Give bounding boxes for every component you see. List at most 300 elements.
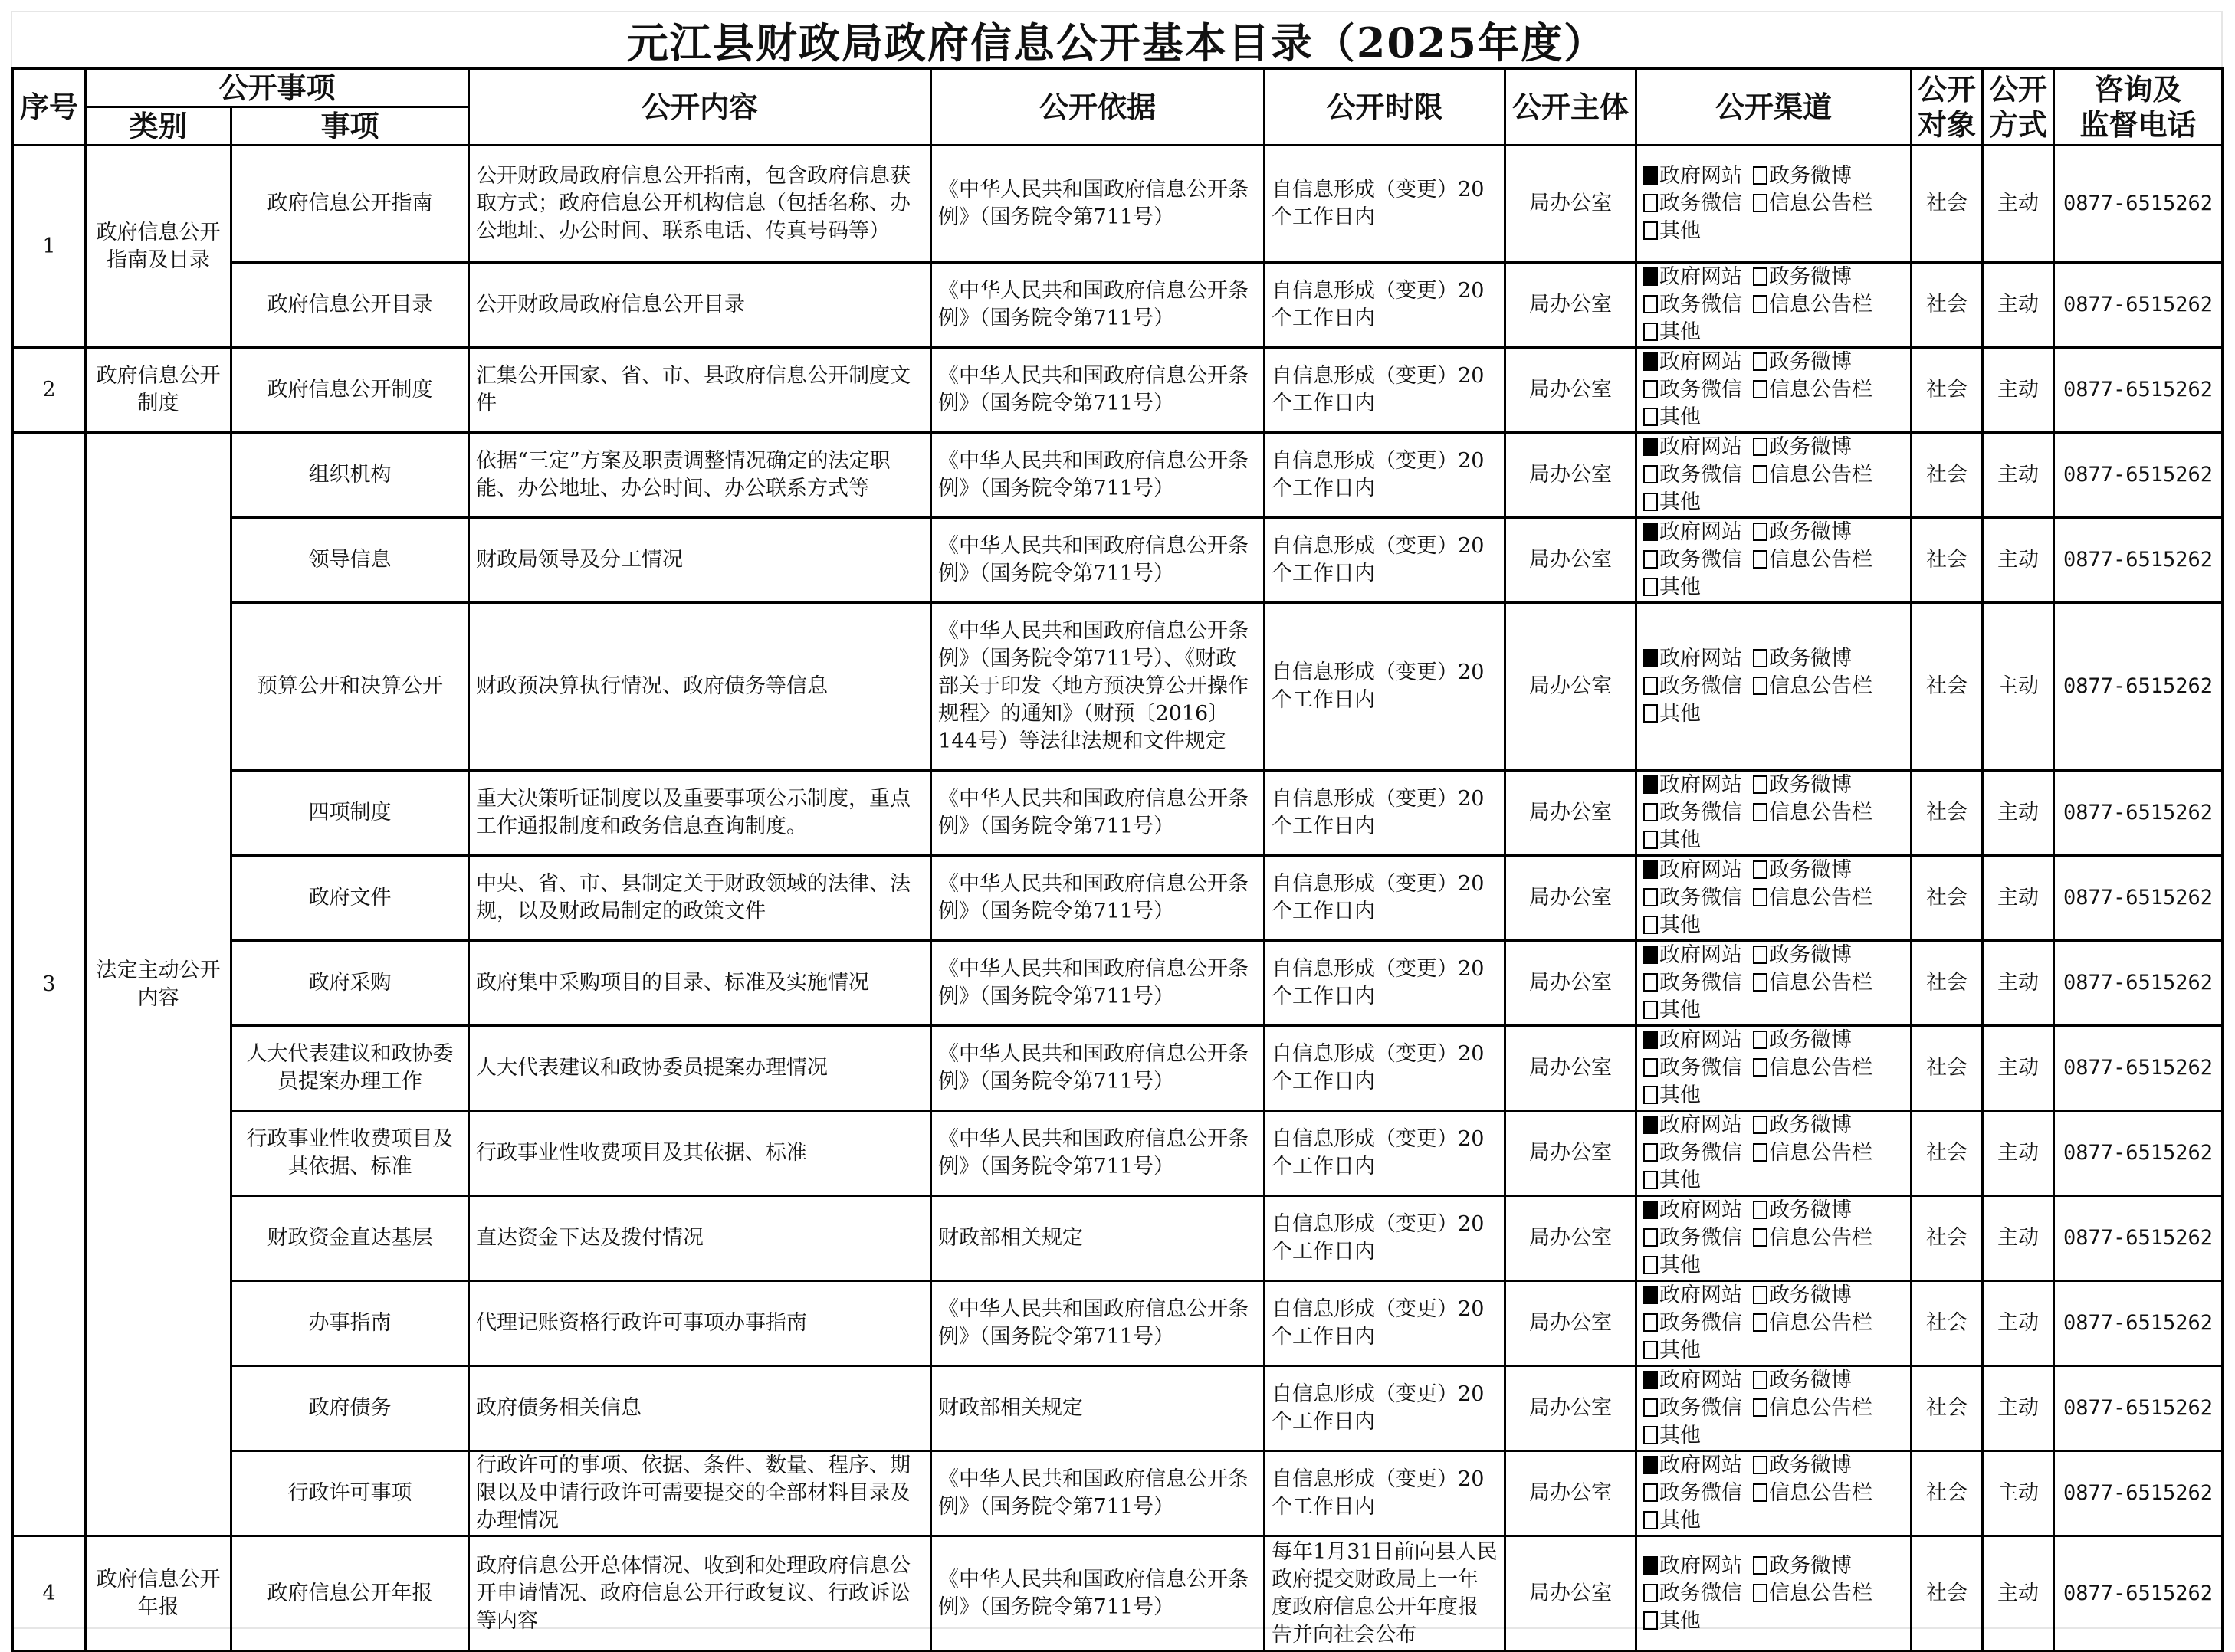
channel-option-other[interactable] — [1643, 575, 1701, 599]
channel-label-weibo: 政务微博 — [1769, 1368, 1853, 1392]
channel-label-wechat: 政务微信 — [1659, 674, 1743, 698]
channel-option-wechat[interactable] — [1643, 1311, 1742, 1335]
checked-box-icon[interactable] — [1643, 523, 1658, 541]
channel-option-weibo[interactable] — [1753, 647, 1852, 670]
channel-option-weibo[interactable] — [1753, 164, 1852, 188]
channel-option-weibo[interactable] — [1753, 1113, 1852, 1137]
unchecked-box-icon[interactable] — [1753, 1584, 1767, 1602]
channel-option-weibo[interactable] — [1753, 1454, 1852, 1477]
channel-option-bulletin[interactable] — [1753, 1582, 1872, 1605]
unchecked-box-icon[interactable] — [1753, 1228, 1767, 1247]
channel-option-other[interactable] — [1643, 405, 1701, 429]
table-row — [13, 146, 2223, 263]
cell-item: 政府信息公开目录 — [231, 263, 469, 348]
unchecked-box-icon[interactable] — [1753, 1456, 1767, 1474]
channel-option-bulletin[interactable] — [1753, 378, 1872, 402]
cell-basis: 《中华人民共和国政府信息公开条例》（国务院令第711号） — [931, 1111, 1265, 1196]
channel-line — [1643, 434, 1904, 461]
channel-label-weibo: 政务微博 — [1769, 1283, 1853, 1307]
cell-content: 直达资金下达及拨付情况 — [469, 1196, 931, 1281]
channel-label-wechat: 政务微信 — [1659, 1581, 1743, 1605]
unchecked-box-icon[interactable] — [1643, 831, 1658, 849]
checked-box-icon[interactable] — [1643, 166, 1658, 185]
channel-option-other[interactable] — [1643, 913, 1701, 937]
checked-box-icon[interactable] — [1643, 267, 1658, 286]
unchecked-box-icon[interactable] — [1643, 1058, 1658, 1077]
channel-option-bulletin[interactable] — [1753, 971, 1872, 995]
unchecked-box-icon[interactable] — [1753, 380, 1767, 398]
channel-line — [1643, 969, 1904, 997]
channel-line — [1643, 1054, 1904, 1082]
channel-option-weibo[interactable] — [1753, 858, 1852, 882]
unchecked-box-icon[interactable] — [1643, 1341, 1658, 1359]
channel-option-other[interactable] — [1643, 1254, 1701, 1277]
channel-label-weibo: 政务微博 — [1769, 773, 1853, 797]
channel-line — [1643, 1422, 1904, 1450]
unchecked-box-icon[interactable] — [1753, 352, 1767, 371]
unchecked-box-icon[interactable] — [1753, 677, 1767, 695]
channel-option-wechat[interactable] — [1643, 1582, 1742, 1605]
unchecked-box-icon[interactable] — [1753, 1313, 1767, 1332]
channel-option-wechat[interactable] — [1643, 1056, 1742, 1080]
unchecked-box-icon[interactable] — [1753, 973, 1767, 992]
channel-option-wechat[interactable] — [1643, 1481, 1742, 1505]
channel-line — [1643, 519, 1904, 546]
cell-mode: 主动 — [1983, 771, 2054, 856]
cell-channels — [1636, 1111, 1912, 1196]
channel-option-other[interactable] — [1643, 1339, 1701, 1362]
cell-audience: 社会 — [1912, 518, 1983, 603]
channel-option-wechat[interactable] — [1643, 1141, 1742, 1165]
channel-label-website: 政府网站 — [1659, 1368, 1743, 1392]
cell-mode: 主动 — [1983, 1026, 2054, 1111]
unchecked-box-icon[interactable] — [1753, 465, 1767, 483]
channel-label-weibo: 政务微博 — [1769, 1113, 1853, 1137]
channel-line — [1643, 1309, 1904, 1337]
cell-item: 人大代表建议和政协委员提案办理工作 — [231, 1026, 469, 1111]
cell-mode: 主动 — [1983, 1366, 2054, 1451]
unchecked-box-icon[interactable] — [1753, 775, 1767, 794]
unchecked-box-icon[interactable] — [1753, 1143, 1767, 1162]
channel-option-bulletin[interactable] — [1753, 1056, 1872, 1080]
channel-option-bulletin[interactable] — [1753, 1141, 1872, 1165]
channel-label-bulletin: 信息公告栏 — [1769, 463, 1873, 487]
channel-label-other: 其他 — [1659, 998, 1702, 1022]
channel-option-website[interactable] — [1643, 943, 1742, 967]
channel-option-other[interactable] — [1643, 1509, 1701, 1532]
unchecked-box-icon[interactable] — [1643, 465, 1658, 483]
channel-line — [1643, 1452, 1904, 1480]
channel-option-wechat[interactable] — [1643, 801, 1742, 824]
channel-label-other: 其他 — [1659, 913, 1702, 937]
channel-option-weibo[interactable] — [1753, 265, 1852, 289]
cell-audience: 社会 — [1912, 1026, 1983, 1111]
channel-option-wechat[interactable] — [1643, 886, 1742, 910]
channel-option-other[interactable] — [1643, 998, 1701, 1022]
cell-content: 人大代表建议和政协委员提案办理情况 — [469, 1026, 931, 1111]
channel-label-bulletin: 信息公告栏 — [1769, 1056, 1873, 1080]
cell-item: 政府信息公开年报 — [231, 1536, 469, 1651]
channel-label-website: 政府网站 — [1659, 943, 1743, 967]
channel-label-website: 政府网站 — [1659, 647, 1743, 670]
cell-phone: 0877-6515262 — [2054, 771, 2223, 856]
cell-audience: 社会 — [1912, 941, 1983, 1026]
channel-label-wechat: 政务微信 — [1659, 1481, 1743, 1505]
header-phone — [2054, 69, 2223, 146]
channel-option-website[interactable] — [1643, 435, 1742, 459]
channel-option-bulletin[interactable] — [1753, 1481, 1872, 1505]
channel-label-other: 其他 — [1659, 1424, 1702, 1447]
unchecked-box-icon[interactable] — [1643, 916, 1658, 934]
unchecked-box-icon[interactable] — [1643, 1398, 1658, 1417]
channel-label-weibo: 政务微博 — [1769, 1028, 1853, 1052]
unchecked-box-icon[interactable] — [1643, 1313, 1658, 1332]
channel-label-other: 其他 — [1659, 320, 1702, 344]
channel-option-website[interactable] — [1643, 1368, 1742, 1392]
unchecked-box-icon[interactable] — [1643, 323, 1658, 341]
cell-time-limit: 自信息形成（变更）20个工作日内 — [1265, 433, 1505, 518]
channel-label-bulletin: 信息公告栏 — [1769, 1481, 1873, 1505]
unchecked-box-icon[interactable] — [1643, 704, 1658, 723]
channel-option-wechat[interactable] — [1643, 1396, 1742, 1420]
channel-option-wechat[interactable] — [1643, 293, 1742, 316]
channel-label-bulletin: 信息公告栏 — [1769, 293, 1873, 316]
cell-phone: 0877-6515262 — [2054, 263, 2223, 348]
channel-option-website[interactable] — [1643, 164, 1742, 188]
channel-label-website: 政府网站 — [1659, 773, 1743, 797]
channel-option-other[interactable] — [1643, 1424, 1701, 1447]
checked-box-icon[interactable] — [1643, 946, 1658, 964]
channel-label-wechat: 政务微信 — [1659, 801, 1743, 824]
cell-subject: 局办公室 — [1505, 1451, 1636, 1536]
channel-label-website: 政府网站 — [1659, 265, 1743, 289]
cell-content: 政府信息公开总体情况、收到和处理政府信息公开申请情况、政府信息公开行政复议、行政诉讼等内容 — [469, 1536, 931, 1651]
channel-line — [1643, 884, 1904, 912]
unchecked-box-icon[interactable] — [1643, 493, 1658, 511]
cell-basis: 财政部相关规定 — [931, 1366, 1265, 1451]
channel-line — [1643, 574, 1904, 601]
channel-option-bulletin[interactable] — [1753, 192, 1872, 215]
unchecked-box-icon[interactable] — [1643, 1483, 1658, 1502]
unchecked-box-icon[interactable] — [1643, 194, 1658, 212]
channel-label-wechat: 政务微信 — [1659, 1141, 1743, 1165]
cell-mode: 主动 — [1983, 146, 2054, 263]
header-matter-group: 公开事项 — [86, 69, 469, 107]
unchecked-box-icon[interactable] — [1643, 1171, 1658, 1189]
header-content: 公开内容 — [469, 69, 931, 146]
channel-option-bulletin[interactable] — [1753, 463, 1872, 487]
cell-content: 财政预决算执行情况、政府债务等信息 — [469, 603, 931, 771]
unchecked-box-icon[interactable] — [1753, 1031, 1767, 1049]
table-row — [13, 771, 2223, 856]
unchecked-box-icon[interactable] — [1753, 946, 1767, 964]
unchecked-box-icon[interactable] — [1643, 973, 1658, 992]
channel-line — [1643, 673, 1904, 700]
channel-option-website[interactable] — [1643, 350, 1742, 374]
channel-line — [1643, 1252, 1904, 1280]
unchecked-box-icon[interactable] — [1753, 166, 1767, 185]
unchecked-box-icon[interactable] — [1753, 649, 1767, 667]
cell-time-limit: 自信息形成（变更）20个工作日内 — [1265, 1196, 1505, 1281]
channel-line — [1643, 1580, 1904, 1608]
cell-basis: 《中华人民共和国政府信息公开条例》（国务院令第711号） — [931, 1281, 1265, 1366]
cell-item: 预算公开和决算公开 — [231, 603, 469, 771]
cell-subject: 局办公室 — [1505, 941, 1636, 1026]
channel-line — [1643, 349, 1904, 376]
cell-item: 领导信息 — [231, 518, 469, 603]
checked-box-icon[interactable] — [1643, 1201, 1658, 1219]
unchecked-box-icon[interactable] — [1753, 1483, 1767, 1502]
table-row — [13, 1196, 2223, 1281]
cell-subject: 局办公室 — [1505, 1536, 1636, 1651]
cell-channels — [1636, 1281, 1912, 1366]
cell-subject: 局办公室 — [1505, 1111, 1636, 1196]
channel-option-wechat[interactable] — [1643, 192, 1742, 215]
cell-time-limit: 自信息形成（变更）20个工作日内 — [1265, 603, 1505, 771]
header-audience-line2: 对象 — [1918, 107, 1977, 142]
channel-option-other[interactable] — [1643, 1083, 1701, 1107]
cell-phone: 0877-6515262 — [2054, 1451, 2223, 1536]
checked-box-icon[interactable] — [1643, 860, 1658, 879]
channel-option-weibo[interactable] — [1753, 773, 1852, 797]
channel-option-website[interactable] — [1643, 1113, 1742, 1137]
channel-option-weibo[interactable] — [1753, 1028, 1852, 1052]
checked-box-icon[interactable] — [1643, 1456, 1658, 1474]
cell-item: 政府文件 — [231, 856, 469, 941]
channel-label-wechat: 政务微信 — [1659, 1311, 1743, 1335]
cell-category: 政府信息公开年报 — [86, 1536, 231, 1651]
unchecked-box-icon[interactable] — [1643, 677, 1658, 695]
channel-option-website[interactable] — [1643, 1554, 1742, 1578]
channel-line — [1643, 291, 1904, 319]
table-row — [13, 941, 2223, 1026]
unchecked-box-icon[interactable] — [1753, 1201, 1767, 1219]
unchecked-box-icon[interactable] — [1753, 1556, 1767, 1575]
channel-line — [1643, 319, 1904, 346]
table-row — [13, 1111, 2223, 1196]
unchecked-box-icon[interactable] — [1753, 803, 1767, 821]
cell-basis: 《中华人民共和国政府信息公开条例》（国务院令第711号） — [931, 1026, 1265, 1111]
channel-label-website: 政府网站 — [1659, 1113, 1743, 1137]
checked-box-icon[interactable] — [1643, 1556, 1658, 1575]
unchecked-box-icon[interactable] — [1643, 295, 1658, 313]
unchecked-box-icon[interactable] — [1643, 1228, 1658, 1247]
channel-option-website[interactable] — [1643, 1028, 1742, 1052]
cell-item: 政府信息公开指南 — [231, 146, 469, 263]
checked-box-icon[interactable] — [1643, 1116, 1658, 1134]
channel-option-weibo[interactable] — [1753, 1554, 1852, 1578]
header-mode-line1: 公开 — [1989, 71, 2048, 107]
unchecked-box-icon[interactable] — [1753, 1116, 1767, 1134]
table-row — [13, 1281, 2223, 1366]
unchecked-box-icon[interactable] — [1643, 380, 1658, 398]
channel-option-other[interactable] — [1643, 702, 1701, 726]
cell-item: 办事指南 — [231, 1281, 469, 1366]
table-row — [13, 1536, 2223, 1651]
cell-time-limit: 自信息形成（变更）20个工作日内 — [1265, 263, 1505, 348]
unchecked-box-icon[interactable] — [1753, 295, 1767, 313]
unchecked-box-icon[interactable] — [1753, 860, 1767, 879]
cell-time-limit: 自信息形成（变更）20个工作日内 — [1265, 771, 1505, 856]
cell-phone: 0877-6515262 — [2054, 1536, 2223, 1651]
channel-option-weibo[interactable] — [1753, 1368, 1852, 1392]
cell-audience: 社会 — [1912, 1196, 1983, 1281]
cell-mode: 主动 — [1983, 941, 2054, 1026]
channel-option-weibo[interactable] — [1753, 1283, 1852, 1307]
channel-option-bulletin[interactable] — [1753, 801, 1872, 824]
channel-label-weibo: 政务微博 — [1769, 647, 1853, 670]
unchecked-box-icon[interactable] — [1753, 438, 1767, 456]
channel-option-bulletin[interactable] — [1753, 886, 1872, 910]
channel-option-website[interactable] — [1643, 1454, 1742, 1477]
channel-label-other: 其他 — [1659, 575, 1702, 599]
channel-option-bulletin[interactable] — [1753, 1396, 1872, 1420]
channel-option-bulletin[interactable] — [1753, 674, 1872, 698]
channel-label-other: 其他 — [1659, 1083, 1702, 1107]
unchecked-box-icon[interactable] — [1643, 1143, 1658, 1162]
channel-option-bulletin[interactable] — [1753, 293, 1872, 316]
channel-label-bulletin: 信息公告栏 — [1769, 1226, 1873, 1250]
checked-box-icon[interactable] — [1643, 1371, 1658, 1389]
channel-option-other[interactable] — [1643, 1169, 1701, 1192]
unchecked-box-icon[interactable] — [1643, 1426, 1658, 1444]
channel-line — [1643, 857, 1904, 884]
cell-content: 财政局领导及分工情况 — [469, 518, 931, 603]
cell-subject: 局办公室 — [1505, 518, 1636, 603]
unchecked-box-icon[interactable] — [1643, 1511, 1658, 1529]
channel-option-wechat[interactable] — [1643, 378, 1742, 402]
channel-option-wechat[interactable] — [1643, 971, 1742, 995]
channel-option-wechat[interactable] — [1643, 463, 1742, 487]
channel-option-other[interactable] — [1643, 1609, 1701, 1633]
unchecked-box-icon[interactable] — [1753, 194, 1767, 212]
unchecked-box-icon[interactable] — [1643, 1256, 1658, 1274]
cell-time-limit: 自信息形成（变更）20个工作日内 — [1265, 856, 1505, 941]
cell-mode: 主动 — [1983, 1281, 2054, 1366]
cell-channels — [1636, 856, 1912, 941]
channel-option-other[interactable] — [1643, 828, 1701, 852]
channel-option-website[interactable] — [1643, 858, 1742, 882]
channel-option-wechat[interactable] — [1643, 548, 1742, 572]
cell-time-limit: 自信息形成（变更）20个工作日内 — [1265, 348, 1505, 433]
channel-line — [1643, 218, 1904, 245]
header-phone-line1: 咨询及 — [2094, 71, 2182, 107]
channel-line — [1643, 489, 1904, 516]
unchecked-box-icon[interactable] — [1643, 888, 1658, 906]
unchecked-box-icon[interactable] — [1753, 1058, 1767, 1077]
cell-subject: 局办公室 — [1505, 146, 1636, 263]
channel-label-bulletin: 信息公告栏 — [1769, 1141, 1873, 1165]
unchecked-box-icon[interactable] — [1753, 550, 1767, 569]
channel-option-bulletin[interactable] — [1753, 1226, 1872, 1250]
channel-option-other[interactable] — [1643, 320, 1701, 344]
cell-mode: 主动 — [1983, 856, 2054, 941]
channel-option-bulletin[interactable] — [1753, 548, 1872, 572]
unchecked-box-icon[interactable] — [1753, 1286, 1767, 1304]
channel-option-website[interactable] — [1643, 1198, 1742, 1222]
unchecked-box-icon[interactable] — [1643, 408, 1658, 426]
checked-box-icon[interactable] — [1643, 1286, 1658, 1304]
channel-line — [1643, 1197, 1904, 1224]
channel-label-wechat: 政务微信 — [1659, 1056, 1743, 1080]
unchecked-box-icon[interactable] — [1753, 267, 1767, 286]
table-body — [13, 146, 2223, 1651]
unchecked-box-icon[interactable] — [1643, 1611, 1658, 1630]
channel-option-weibo[interactable] — [1753, 520, 1852, 544]
unchecked-box-icon[interactable] — [1643, 550, 1658, 569]
channel-label-bulletin: 信息公告栏 — [1769, 192, 1873, 215]
unchecked-box-icon[interactable] — [1643, 1584, 1658, 1602]
channel-option-other[interactable] — [1643, 490, 1701, 514]
cell-content: 汇集公开国家、省、市、县政府信息公开制度文件 — [469, 348, 931, 433]
cell-basis: 财政部相关规定 — [931, 1196, 1265, 1281]
channel-option-website[interactable] — [1643, 1283, 1742, 1307]
channel-label-weibo: 政务微博 — [1769, 1553, 1853, 1578]
channel-option-weibo[interactable] — [1753, 1198, 1852, 1222]
channel-option-website[interactable] — [1643, 647, 1742, 670]
channel-line — [1643, 799, 1904, 827]
checked-box-icon[interactable] — [1643, 352, 1658, 371]
unchecked-box-icon[interactable] — [1753, 1398, 1767, 1417]
channel-line — [1643, 1167, 1904, 1195]
unchecked-box-icon[interactable] — [1643, 578, 1658, 596]
channel-option-weibo[interactable] — [1753, 350, 1852, 374]
channel-option-weibo[interactable] — [1753, 943, 1852, 967]
table-row — [13, 1026, 2223, 1111]
unchecked-box-icon[interactable] — [1753, 523, 1767, 541]
unchecked-box-icon[interactable] — [1643, 221, 1658, 240]
channel-line — [1643, 1082, 1904, 1110]
unchecked-box-icon[interactable] — [1643, 1086, 1658, 1104]
channel-label-weibo: 政务微博 — [1769, 164, 1853, 188]
cell-category: 政府信息公开指南及目录 — [86, 146, 231, 348]
checked-box-icon[interactable] — [1643, 775, 1658, 794]
table-row — [13, 433, 2223, 518]
cell-channels — [1636, 146, 1912, 263]
checked-box-icon[interactable] — [1643, 649, 1658, 667]
cell-item: 财政资金直达基层 — [231, 1196, 469, 1281]
cell-basis: 《中华人民共和国政府信息公开条例》（国务院令第711号） — [931, 348, 1265, 433]
table-row — [13, 1451, 2223, 1536]
unchecked-box-icon[interactable] — [1643, 1001, 1658, 1019]
channel-option-other[interactable] — [1643, 219, 1701, 243]
channel-line — [1643, 1507, 1904, 1535]
checked-box-icon[interactable] — [1643, 438, 1658, 456]
channel-line — [1643, 1608, 1904, 1635]
table-row — [13, 603, 2223, 771]
unchecked-box-icon[interactable] — [1643, 803, 1658, 821]
cell-phone: 0877-6515262 — [2054, 518, 2223, 603]
cell-channels — [1636, 1366, 1912, 1451]
channel-option-website[interactable] — [1643, 773, 1742, 797]
cell-channels — [1636, 263, 1912, 348]
channel-option-bulletin[interactable] — [1753, 1311, 1872, 1335]
cell-basis: 《中华人民共和国政府信息公开条例》（国务院令第711号） — [931, 771, 1265, 856]
channel-option-website[interactable] — [1643, 520, 1742, 544]
channel-option-wechat[interactable] — [1643, 674, 1742, 698]
cell-phone: 0877-6515262 — [2054, 1026, 2223, 1111]
channel-option-wechat[interactable] — [1643, 1226, 1742, 1250]
channel-option-website[interactable] — [1643, 265, 1742, 289]
channel-option-weibo[interactable] — [1753, 435, 1852, 459]
table-row — [13, 348, 2223, 433]
checked-box-icon[interactable] — [1643, 1031, 1658, 1049]
channel-line — [1643, 1224, 1904, 1252]
unchecked-box-icon[interactable] — [1753, 888, 1767, 906]
unchecked-box-icon[interactable] — [1753, 1371, 1767, 1389]
cell-content: 公开财政局政府信息公开目录 — [469, 263, 931, 348]
channel-label-other: 其他 — [1659, 1608, 1702, 1633]
